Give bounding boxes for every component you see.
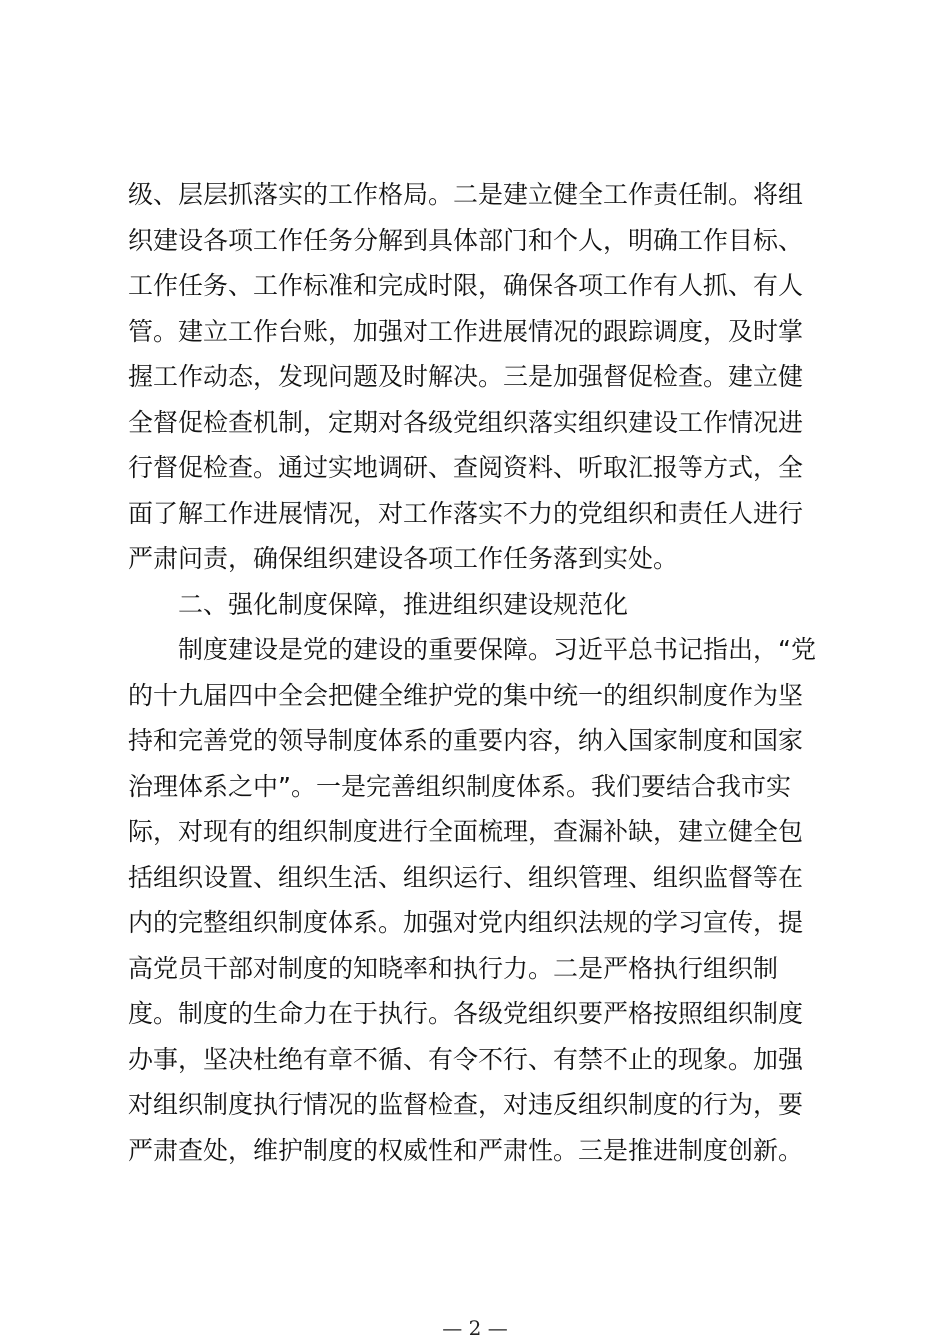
body-text: [128, 172, 828, 1173]
text-line: 高党员干部对制度的知晓率和执行力。二是严格执行组织制: [128, 953, 779, 983]
text-line: 际，对现有的组织制度进行全面梳理，查漏补缺，建立健全包: [128, 817, 804, 846]
text-line: 办事，坚决杜绝有章不循、有令不行、有禁不止的现象。加强: [128, 1044, 804, 1074]
text-line: 治理体系之中”。一是完善组织制度体系。我们要结合我市实: [128, 771, 791, 801]
text-line: 全督促检查机制，定期对各级党组织落实组织建设工作情况进: [128, 407, 804, 437]
text-line: 面了解工作进展情况，对工作落实不力的党组织和责任人进行: [128, 498, 804, 528]
section-heading: 二、强化制度保障，推进组织建设规范化: [128, 589, 629, 619]
text-line: 握工作动态，发现问题及时解决。三是加强督促检查。建立健: [128, 362, 804, 391]
text-line: 严肃查处，维护制度的权威性和严肃性。三是推进制度创新。: [128, 1135, 804, 1165]
text-line: 工作任务、工作标准和完成时限，确保各项工作有人抓、有人: [128, 271, 804, 300]
text-line: 对组织制度执行情况的监督检查，对违反组织制度的行为，要: [128, 1090, 804, 1119]
text-line: 度。制度的生命力在于执行。各级党组织要严格按照组织制度: [128, 999, 804, 1028]
text-line: 行督促检查。通过实地调研、查阅资料、听取汇报等方式，全: [128, 453, 804, 482]
text-line: 管。建立工作台账，加强对工作进展情况的跟踪调度，及时掌: [128, 316, 804, 346]
text-line: 级、层层抓落实的工作格局。二是建立健全工作责任制。将组: [128, 180, 804, 209]
text-line: 制度建设是党的建设的重要保障。习近平总书记指出，“党: [128, 635, 816, 664]
text-line: 严肃问责，确保组织建设各项工作任务落到实处。: [128, 544, 679, 573]
text-line: 持和完善党的领导制度体系的重要内容，纳入国家制度和国家: [128, 726, 804, 755]
text-line: 括组织设置、组织生活、组织运行、组织管理、组织监督等在: [128, 862, 804, 892]
text-line: 织建设各项工作任务分解到具体部门和个人，明确工作目标、: [128, 225, 804, 255]
text-line: 内的完整组织制度体系。加强对党内组织法规的学习宣传，提: [128, 908, 804, 937]
page-number: — 2 —: [442, 1316, 508, 1340]
text-line: 的十九届四中全会把健全维护党的集中统一的组织制度作为坚: [128, 680, 804, 710]
